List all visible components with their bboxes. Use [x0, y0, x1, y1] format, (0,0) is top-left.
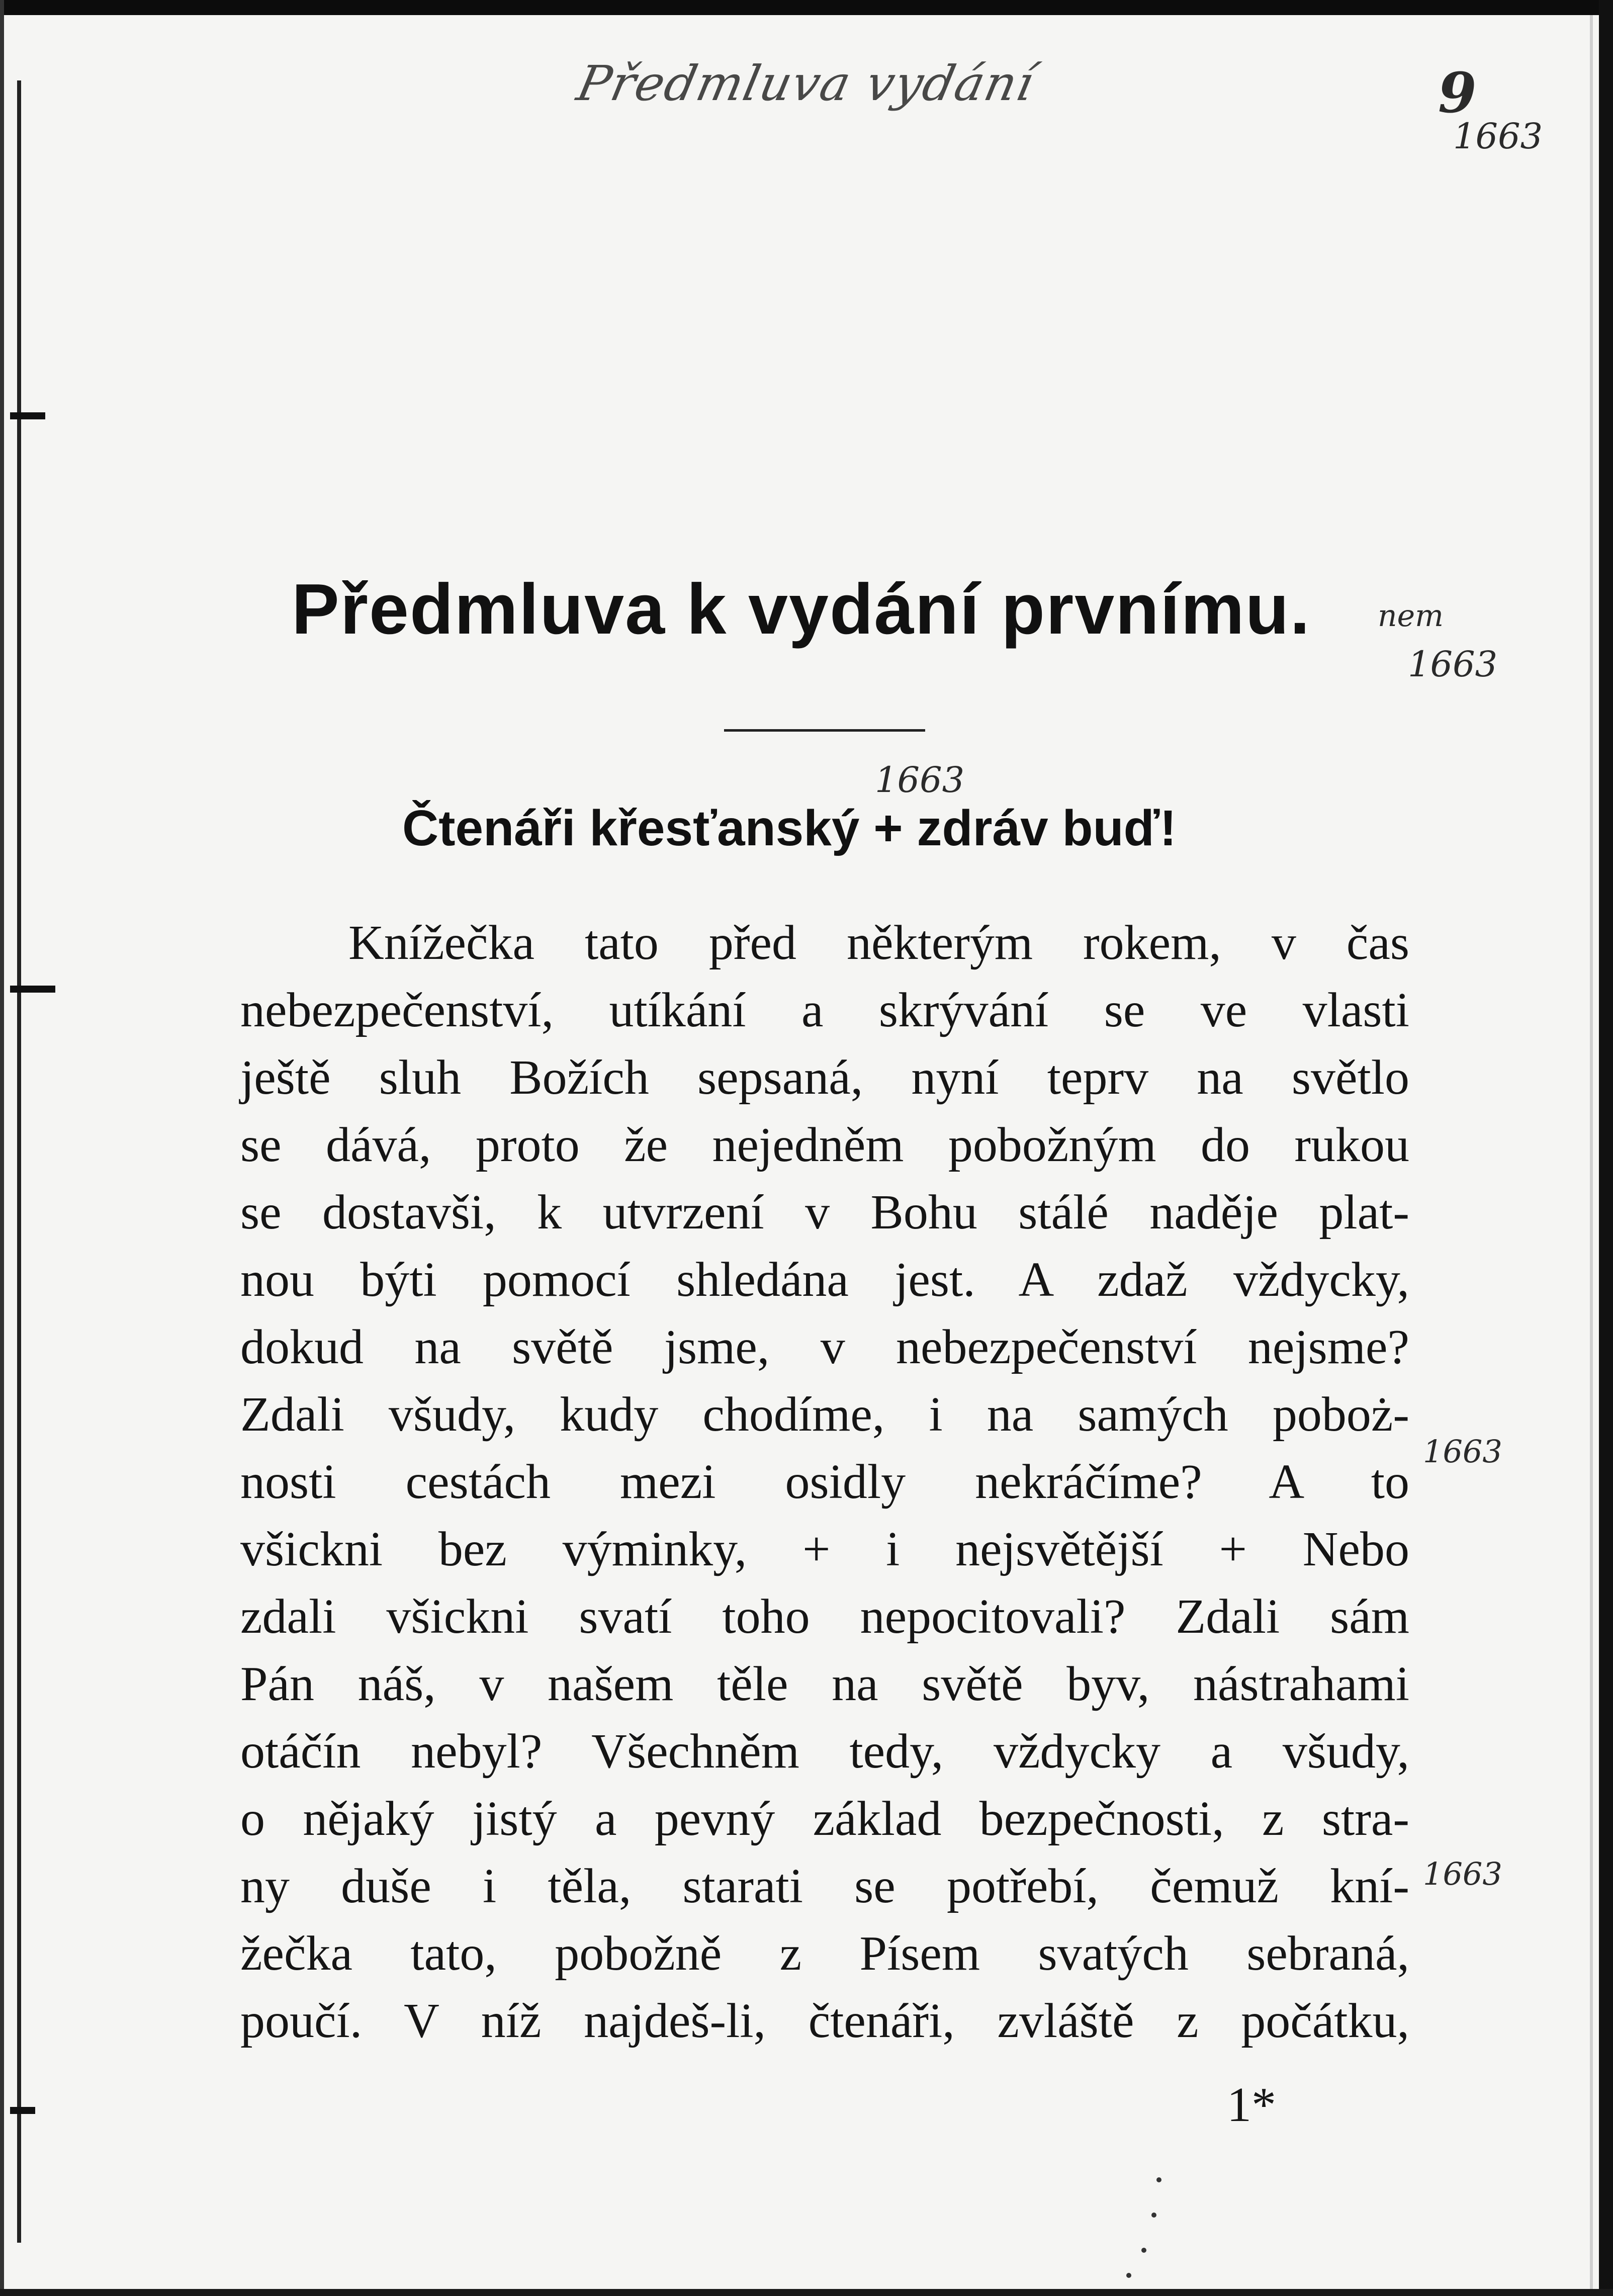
binding-edge	[17, 80, 21, 2243]
text-line: se dává, proto že nejedněm pobožným do rukou	[240, 1118, 1409, 1172]
scan-border-top	[0, 0, 1613, 15]
speck	[1156, 2177, 1161, 2182]
text-line: poučí. V níž najdeš-li, čtenáři, zvláště z počátku,	[240, 1994, 1409, 2048]
scan-border-right	[1599, 0, 1613, 2296]
handwritten-title-note: nem	[1378, 598, 1444, 634]
handwritten-corner-mark: 9	[1438, 60, 1477, 125]
text-line: všickni bez výminky, + i nejsvětější + Nebo	[240, 1522, 1409, 1576]
text-line: o nějaký jistý a pevný základ bezpečnosti, z stra-	[240, 1792, 1409, 1846]
greeting-line: Čtenáři křesťanský + zdráv buď!	[402, 800, 1177, 856]
text-line: Zdali všudy, kudy chodíme, i na samých poboż-	[240, 1387, 1409, 1442]
text-line: ještě sluh Božích sepsaná, nyní teprv na světlo	[240, 1050, 1409, 1105]
scan-border-bottom	[0, 2289, 1613, 2296]
text-line: nou býti pomocí shledána jest. A zdaž vždycky,	[240, 1253, 1409, 1307]
scan-border-right-inner	[1590, 15, 1593, 2296]
handwritten-margin-note: 1663	[1423, 1433, 1502, 1470]
page-title: Předmluva k vydání prvnímu.	[292, 569, 1311, 649]
binding-tick	[10, 986, 55, 993]
body-paragraph	[240, 909, 1409, 2055]
text-line: žečka tato, pobožně z Písem svatých sebraná,	[240, 1926, 1409, 1981]
text-line: nebezpečenství, utíkání a skrývání se ve vlasti	[240, 983, 1409, 1037]
handwritten-corner-number: 1663	[1453, 116, 1543, 157]
binding-tick	[10, 2107, 35, 2114]
title-divider	[724, 729, 925, 732]
speck	[1151, 2213, 1156, 2218]
speck	[1126, 2273, 1131, 2278]
binding-tick	[10, 412, 45, 419]
handwritten-heading-note: Předmluva vydání	[572, 55, 1040, 112]
text-line: Pán náš, v našem těle na světě byv, nástrahami	[240, 1657, 1409, 1711]
text-line: zdali všickni svatí toho nepocitovali? Zdali sám	[240, 1589, 1409, 1644]
handwritten-greeting-number: 1663	[875, 759, 965, 801]
text-line: se dostavši, k utvrzení v Bohu stálé naděje plat-	[240, 1185, 1409, 1240]
text-line: otáčín nebyl? Všechněm tedy, vždycky a všudy,	[240, 1724, 1409, 1779]
text-line: dokud na světě jsme, v nebezpečenství nejsme?	[240, 1320, 1409, 1374]
handwritten-margin-note: 1663	[1423, 1856, 1502, 1892]
speck	[1141, 2248, 1146, 2253]
text-line: Knížečka tato před některým rokem, v čas	[348, 916, 1409, 970]
text-line: ny duše i těla, starati se potřebí, čemuž kní-	[240, 1859, 1409, 1913]
signature-mark: 1*	[1227, 2078, 1276, 2132]
text-line: nosti cestách mezi osidly nekráčíme? A to	[240, 1455, 1409, 1509]
scan-border-left	[0, 0, 4, 2296]
handwritten-title-number: 1663	[1408, 644, 1498, 685]
